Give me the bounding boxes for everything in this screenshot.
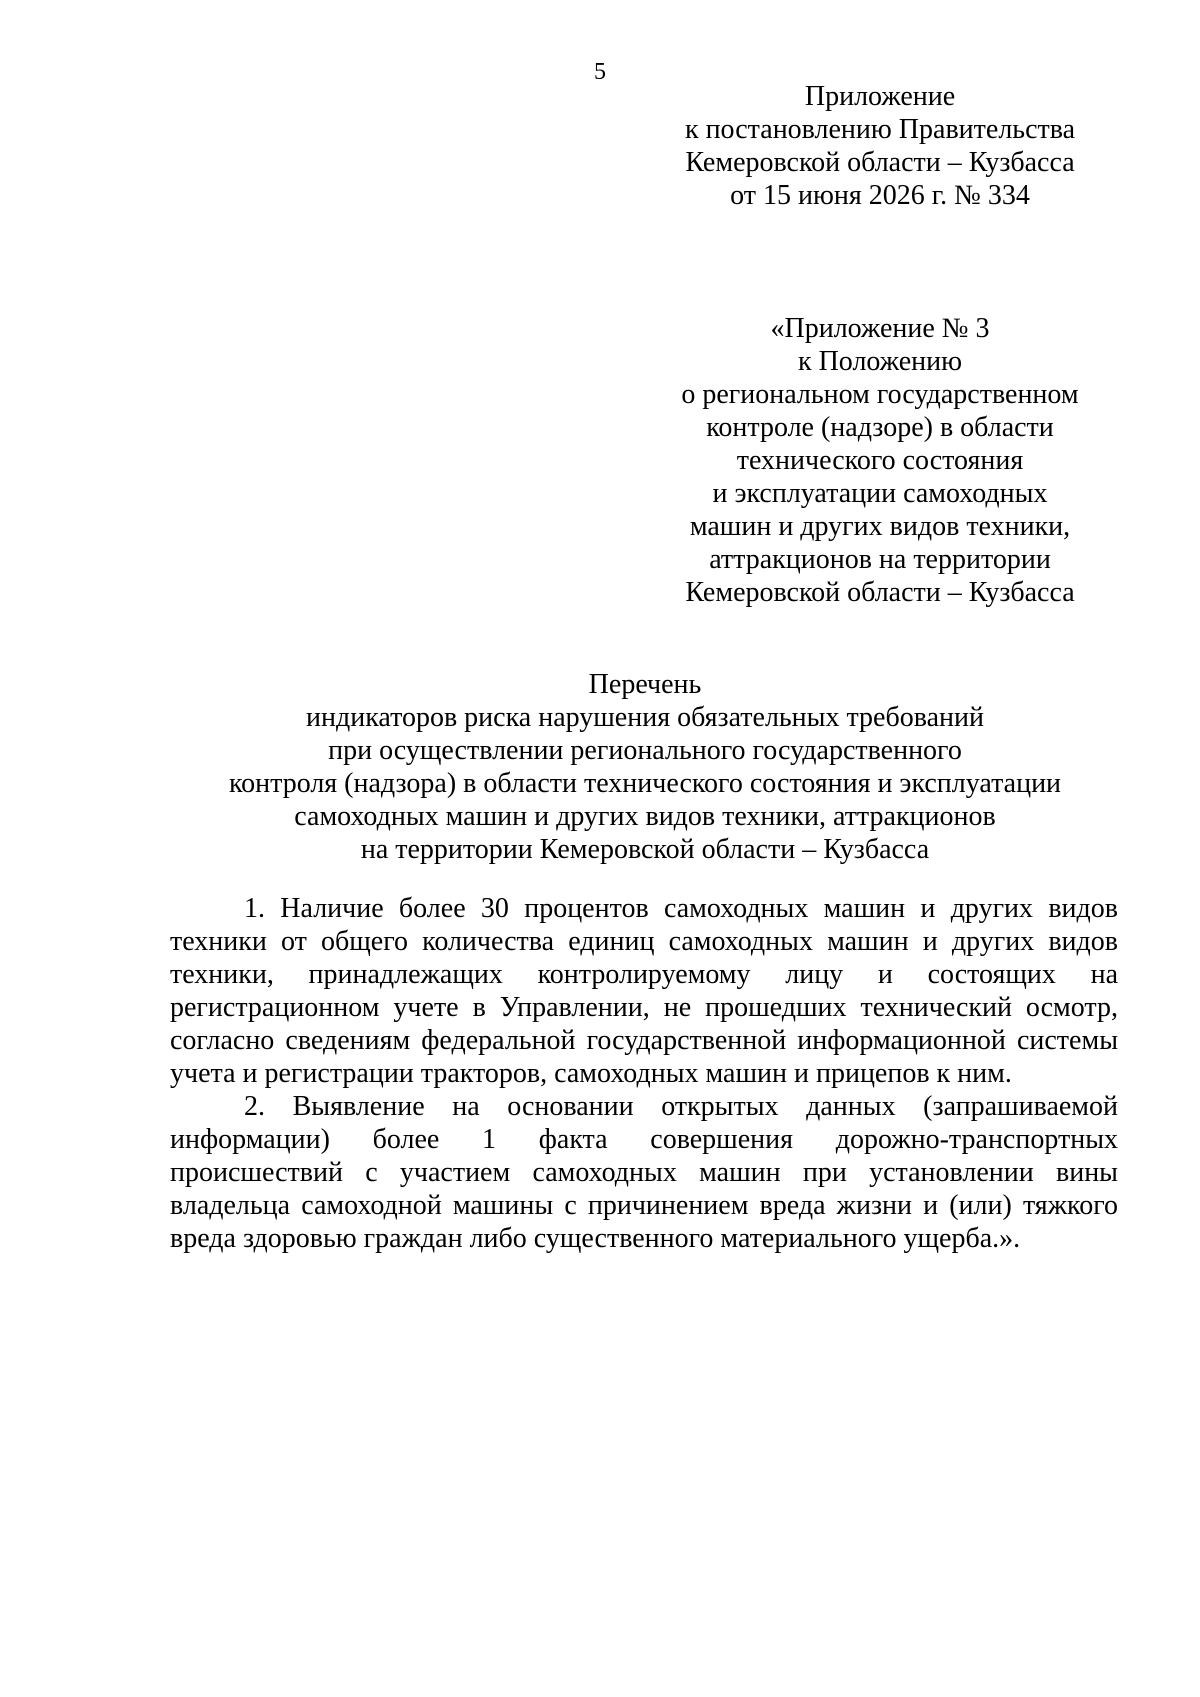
appendix-header-line: Приложение bbox=[804, 81, 956, 112]
appendix-header-line: от 15 июня 2026 г. № 334 bbox=[730, 180, 1030, 211]
item-text: Наличие более 30 процентов самоходных машин и других видов техники от общего количества единиц самоходных машин и других видов техники, принадлежащих контролируемому лицу и состоящих на регистрационном учете в Управлении, не прошедших технический осмотр, согласно сведениям федеральной государственной информационной системы учета и регистрации тракторов, самоходных машин и прицепов к ним. bbox=[170, 893, 1118, 1089]
annex-header-line: аттракционов на территории bbox=[709, 544, 1051, 575]
title-line: на территории Кемеровской области – Кузбасса bbox=[360, 834, 930, 865]
item-number: 2. bbox=[244, 1091, 265, 1122]
list-item bbox=[170, 892, 1118, 1090]
page-number: 5 bbox=[594, 59, 606, 85]
annex-header bbox=[650, 312, 1110, 609]
annex-header-line: контроле (надзоре) в области bbox=[706, 412, 1054, 443]
annex-header-line: о региональном государственном bbox=[681, 379, 1079, 410]
annex-header-line: технического состояния bbox=[736, 445, 1024, 476]
appendix-header-line: к постановлению Правительства bbox=[684, 114, 1076, 145]
annex-header-line: и эксплуатации самоходных bbox=[712, 478, 1048, 509]
annex-header-line: к Положению bbox=[797, 346, 963, 377]
annex-header-line: Кемеровской области – Кузбасса bbox=[685, 577, 1075, 608]
appendix-header bbox=[650, 80, 1110, 212]
title-line: Перечень bbox=[588, 669, 702, 700]
annex-header-line: машин и других видов техники, bbox=[689, 511, 1071, 542]
appendix-header-line: Кемеровской области – Кузбасса bbox=[685, 147, 1075, 178]
title-line: контроля (надзора) в области технического состояния и эксплуатации bbox=[228, 768, 1062, 799]
document-title bbox=[170, 668, 1120, 866]
annex-header-line: «Приложение № 3 bbox=[770, 313, 990, 344]
document-body bbox=[170, 892, 1118, 1255]
item-text: Выявление на основании открытых данных (запрашиваемой информации) более 1 факта совершения дорожно-транспортных происшествий с участием самоходных машин при установлении вины владельца самоходной машины с причинением вреда жизни и (или) тяжкого вреда здоровью граждан либо существенного материального ущерба.». bbox=[170, 1091, 1118, 1254]
title-line: самоходных машин и других видов техники, аттракционов bbox=[294, 801, 996, 832]
list-item bbox=[170, 1090, 1118, 1255]
title-line: при осуществлении регионального государственного bbox=[328, 735, 962, 766]
item-number: 1. bbox=[244, 893, 265, 924]
title-line: индикаторов риска нарушения обязательных требований bbox=[306, 702, 984, 733]
